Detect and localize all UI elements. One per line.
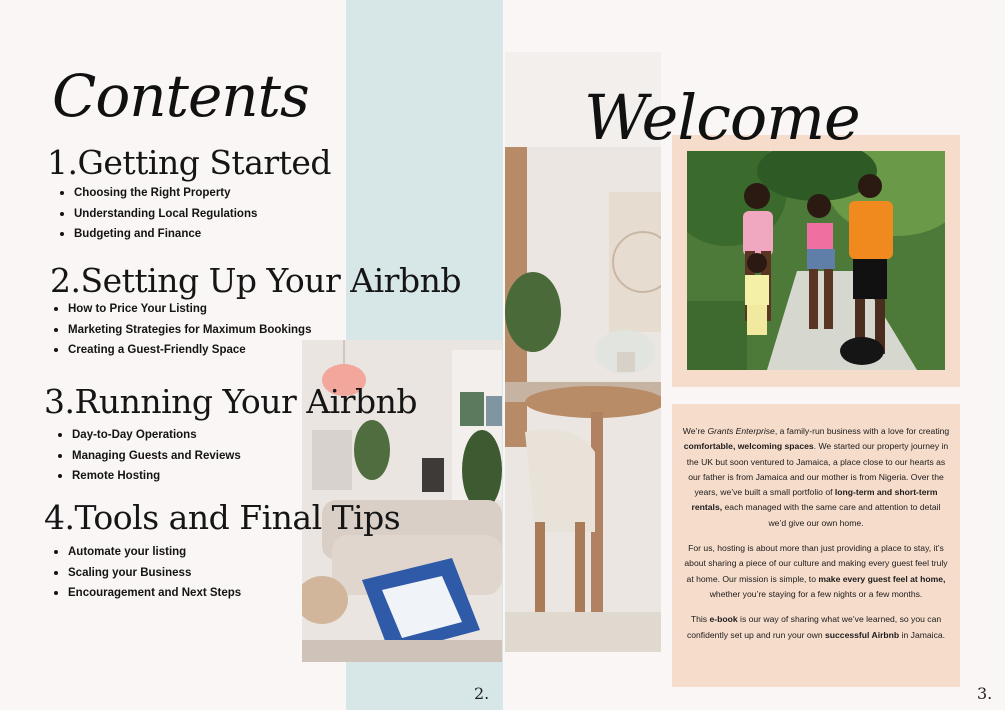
list-item: Managing Guests and Reviews — [56, 446, 241, 467]
list-item: Budgeting and Finance — [58, 224, 257, 245]
list-item: Remote Hosting — [56, 466, 241, 487]
list-item: How to Price Your Listing — [52, 299, 311, 320]
list-item: Automate your listing — [52, 542, 241, 563]
section-heading-tools: 4.Tools and Final Tips — [44, 498, 401, 537]
contents-title: Contents — [52, 62, 309, 130]
page-number-left: 2. — [474, 684, 490, 703]
welcome-body — [682, 424, 950, 653]
list-item: Day-to-Day Operations — [56, 425, 241, 446]
welcome-paragraph-3: This e-book is our way of sharing what we’ve learned, so you can confidently set up and run your own successful Airbnb in Jamaica. — [686, 614, 946, 640]
page-number-right: 3. — [977, 684, 993, 703]
list-item: Choosing the Right Property — [58, 183, 257, 204]
family-photo — [687, 151, 945, 370]
list-item: Creating a Guest-Friendly Space — [52, 340, 311, 361]
list-item: Understanding Local Regulations — [58, 204, 257, 225]
list-item: Marketing Strategies for Maximum Bookings — [52, 320, 311, 341]
welcome-paragraph-1: We’re Grants Enterprise, a family-run business with a love for creating comfortable, welcoming spaces. We started our property journey in the UK but soon ventured to Jamaica, a place close to our hearts as our father is from Jamaica and our mother is from Nigeria. Over the years, we’ve built a small portfolio of long-term and short-term rentals, each managed with the same care and attention to detail we’d give our own home. — [682, 426, 950, 528]
section-list-setting-up — [52, 299, 311, 361]
section-list-getting-started — [58, 183, 257, 245]
list-item: Scaling your Business — [52, 563, 241, 584]
welcome-title: Welcome — [584, 81, 860, 154]
section-heading-getting-started: 1.Getting Started — [47, 143, 332, 182]
section-list-tools — [52, 542, 241, 604]
section-heading-setting-up: 2.Setting Up Your Airbnb — [50, 261, 461, 300]
section-heading-running: 3.Running Your Airbnb — [44, 382, 417, 421]
welcome-paragraph-2: For us, hosting is about more than just providing a place to stay, it’s about sharing a piece of our culture and making every guest feel truly at home. Our mission is simple, to make every guest feel at home, whether you’re staying for a few nights or a few months. — [684, 543, 948, 599]
company-name: Grants Enterprise — [707, 426, 775, 436]
list-item: Encouragement and Next Steps — [52, 583, 241, 604]
family-illustration — [687, 151, 945, 370]
section-list-running — [56, 425, 241, 487]
